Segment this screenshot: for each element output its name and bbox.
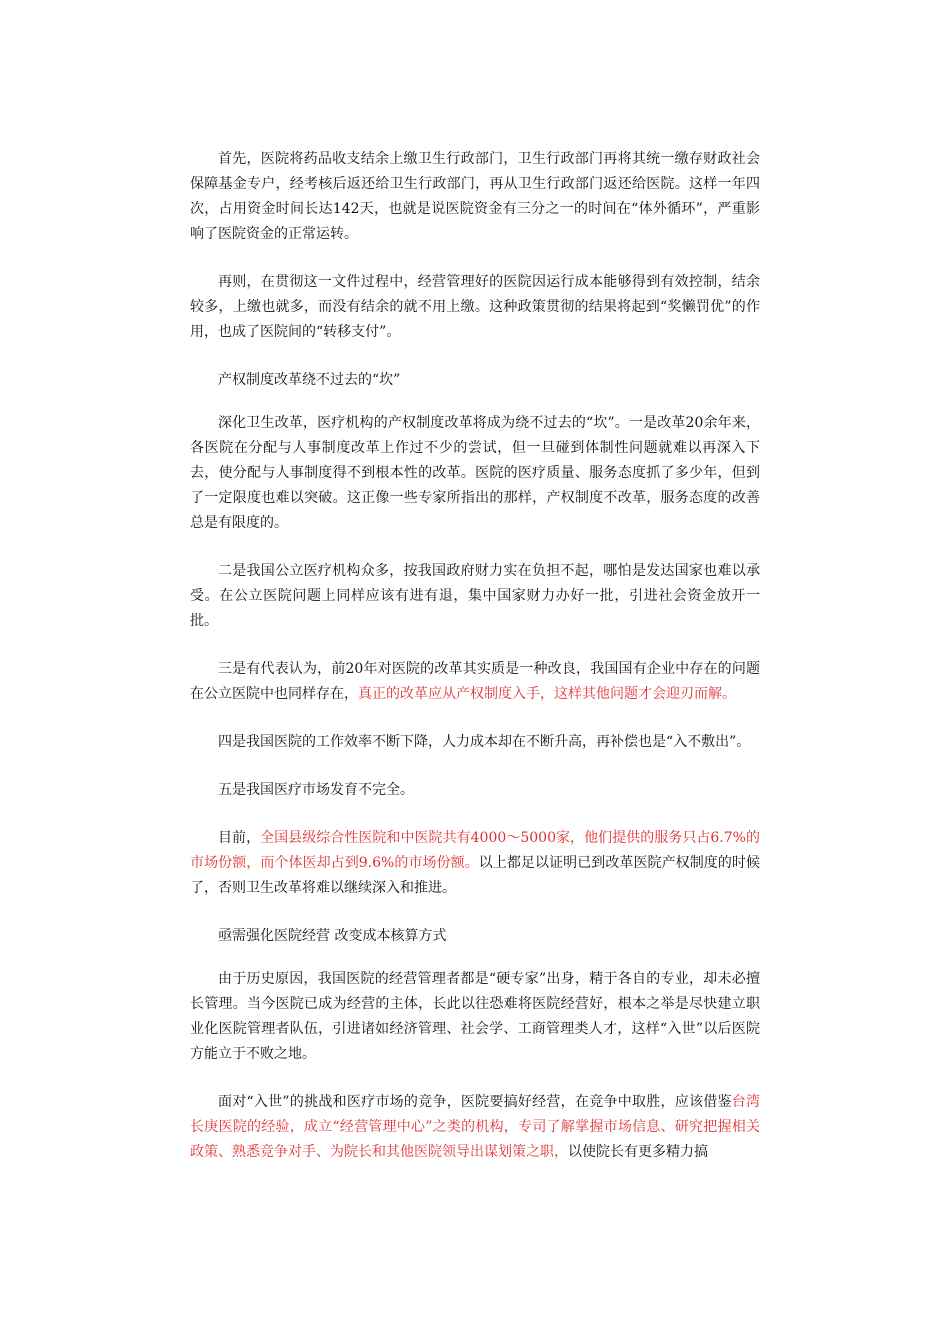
paragraph-text: 以上都足以证明已到改革医院产权制度的时候了，否则卫生改革将难以继续深入和推进。 <box>190 855 760 896</box>
paragraph-reward-lazy-punish-good: 再则，在贯彻这一文件过程中，经营管理好的医院因运行成本能够得到有效控制，结余较多，上缴也就多，而没有结余的就不用上缴。这种政策贯彻的结果将起到“奖懒罚优”的作用，也成了医院间的“转移支付”。 <box>190 274 760 340</box>
paragraph-reform-nature <box>190 657 760 707</box>
paragraph-wto-competition <box>190 1090 760 1165</box>
highlighted-text: 全国县级综合性医院和中医院共有4000～5000家，他们提供的服务只占6.7%的市场份额，而个体医却占到9.6%的市场份额。 <box>190 830 760 871</box>
section-heading-hospital-management: 亟需强化医院经营 改变成本核算方式 <box>218 928 447 944</box>
paragraph-text: 以使院长有更多精力搞 <box>568 1144 708 1160</box>
paragraph-market-immature: 五是我国医疗市场发育不完全。 <box>218 782 414 798</box>
paragraph-public-hospitals-burden: 二是我国公立医疗机构众多，按我国政府财力实在负担不起，哪怕是发达国家也难以承受。在公立医院问题上同样应该有进有退，集中国家财力办好一批，引进社会资金放开一批。 <box>190 563 760 629</box>
section-heading-property-rights: 产权制度改革绕不过去的“坎” <box>218 372 401 388</box>
paragraph-market-share <box>190 826 760 901</box>
paragraph-drug-revenue-turnover: 首先，医院将药品收支结余上缴卫生行政部门，卫生行政部门再将其统一缴存财政社会保障基金专户，经考核后返还给卫生行政部门，再从卫生行政部门返还给医院。这样一年四次，占用资金时间长达142天，也就是说医院资金有三分之一的时间在“体外循环”，严重影响了医院资金的正常运转。 <box>190 151 760 242</box>
paragraph-text: 面对“入世”的挑战和医疗市场的竞争，医院要搞好经营，在竞争中取胜，应该借鉴 <box>218 1094 732 1110</box>
paragraph-text: 三是有代表认为，前20年对医院的改革其实质是一种改良，我国国有企业中存在的问题在公立医院中也同样存在， <box>190 661 760 702</box>
highlighted-text: 真正的改革应从产权制度入手，这样其他问题才会迎刃而解。 <box>358 686 736 702</box>
paragraph-professional-managers: 由于历史原因，我国医院的经营管理者都是“硬专家”出身，精于各自的专业，却未必擅长管理。当今医院已成为经营的主体，长此以往恐难将医院经营好，根本之举是尽快建立职业化医院管理者队伍，引进诸如经济管理、社会学、工商管理类人才，这样“入世”以后医院方能立于不败之地。 <box>190 971 760 1062</box>
document-body <box>190 147 760 1165</box>
paragraph-property-rights-reform: 深化卫生改革，医疗机构的产权制度改革将成为绕不过去的“坎”。一是改革20余年来，各医院在分配与人事制度改革上作过不少的尝试，但一旦碰到体制性问题就难以再深入下去，使分配与人事制度得不到根本性的改革。医院的医疗质量、服务态度抓了多少年，但到了一定限度也难以突破。这正像一些专家所指出的那样，产权制度不改革，服务态度的改善总是有限度的。 <box>190 415 760 531</box>
paragraph-text: 目前， <box>218 830 261 846</box>
highlighted-text: 台湾长庚医院的经验，成立“经营管理中心”之类的机构，专司了解掌握市场信息、研究把握相关政策、熟悉竞争对手、为院长和其他医院领导出谋划策之职， <box>190 1094 761 1160</box>
paragraph-efficiency-decline: 四是我国医院的工作效率不断下降，人力成本却在不断升高，再补偿也是“入不敷出”。 <box>218 734 751 750</box>
